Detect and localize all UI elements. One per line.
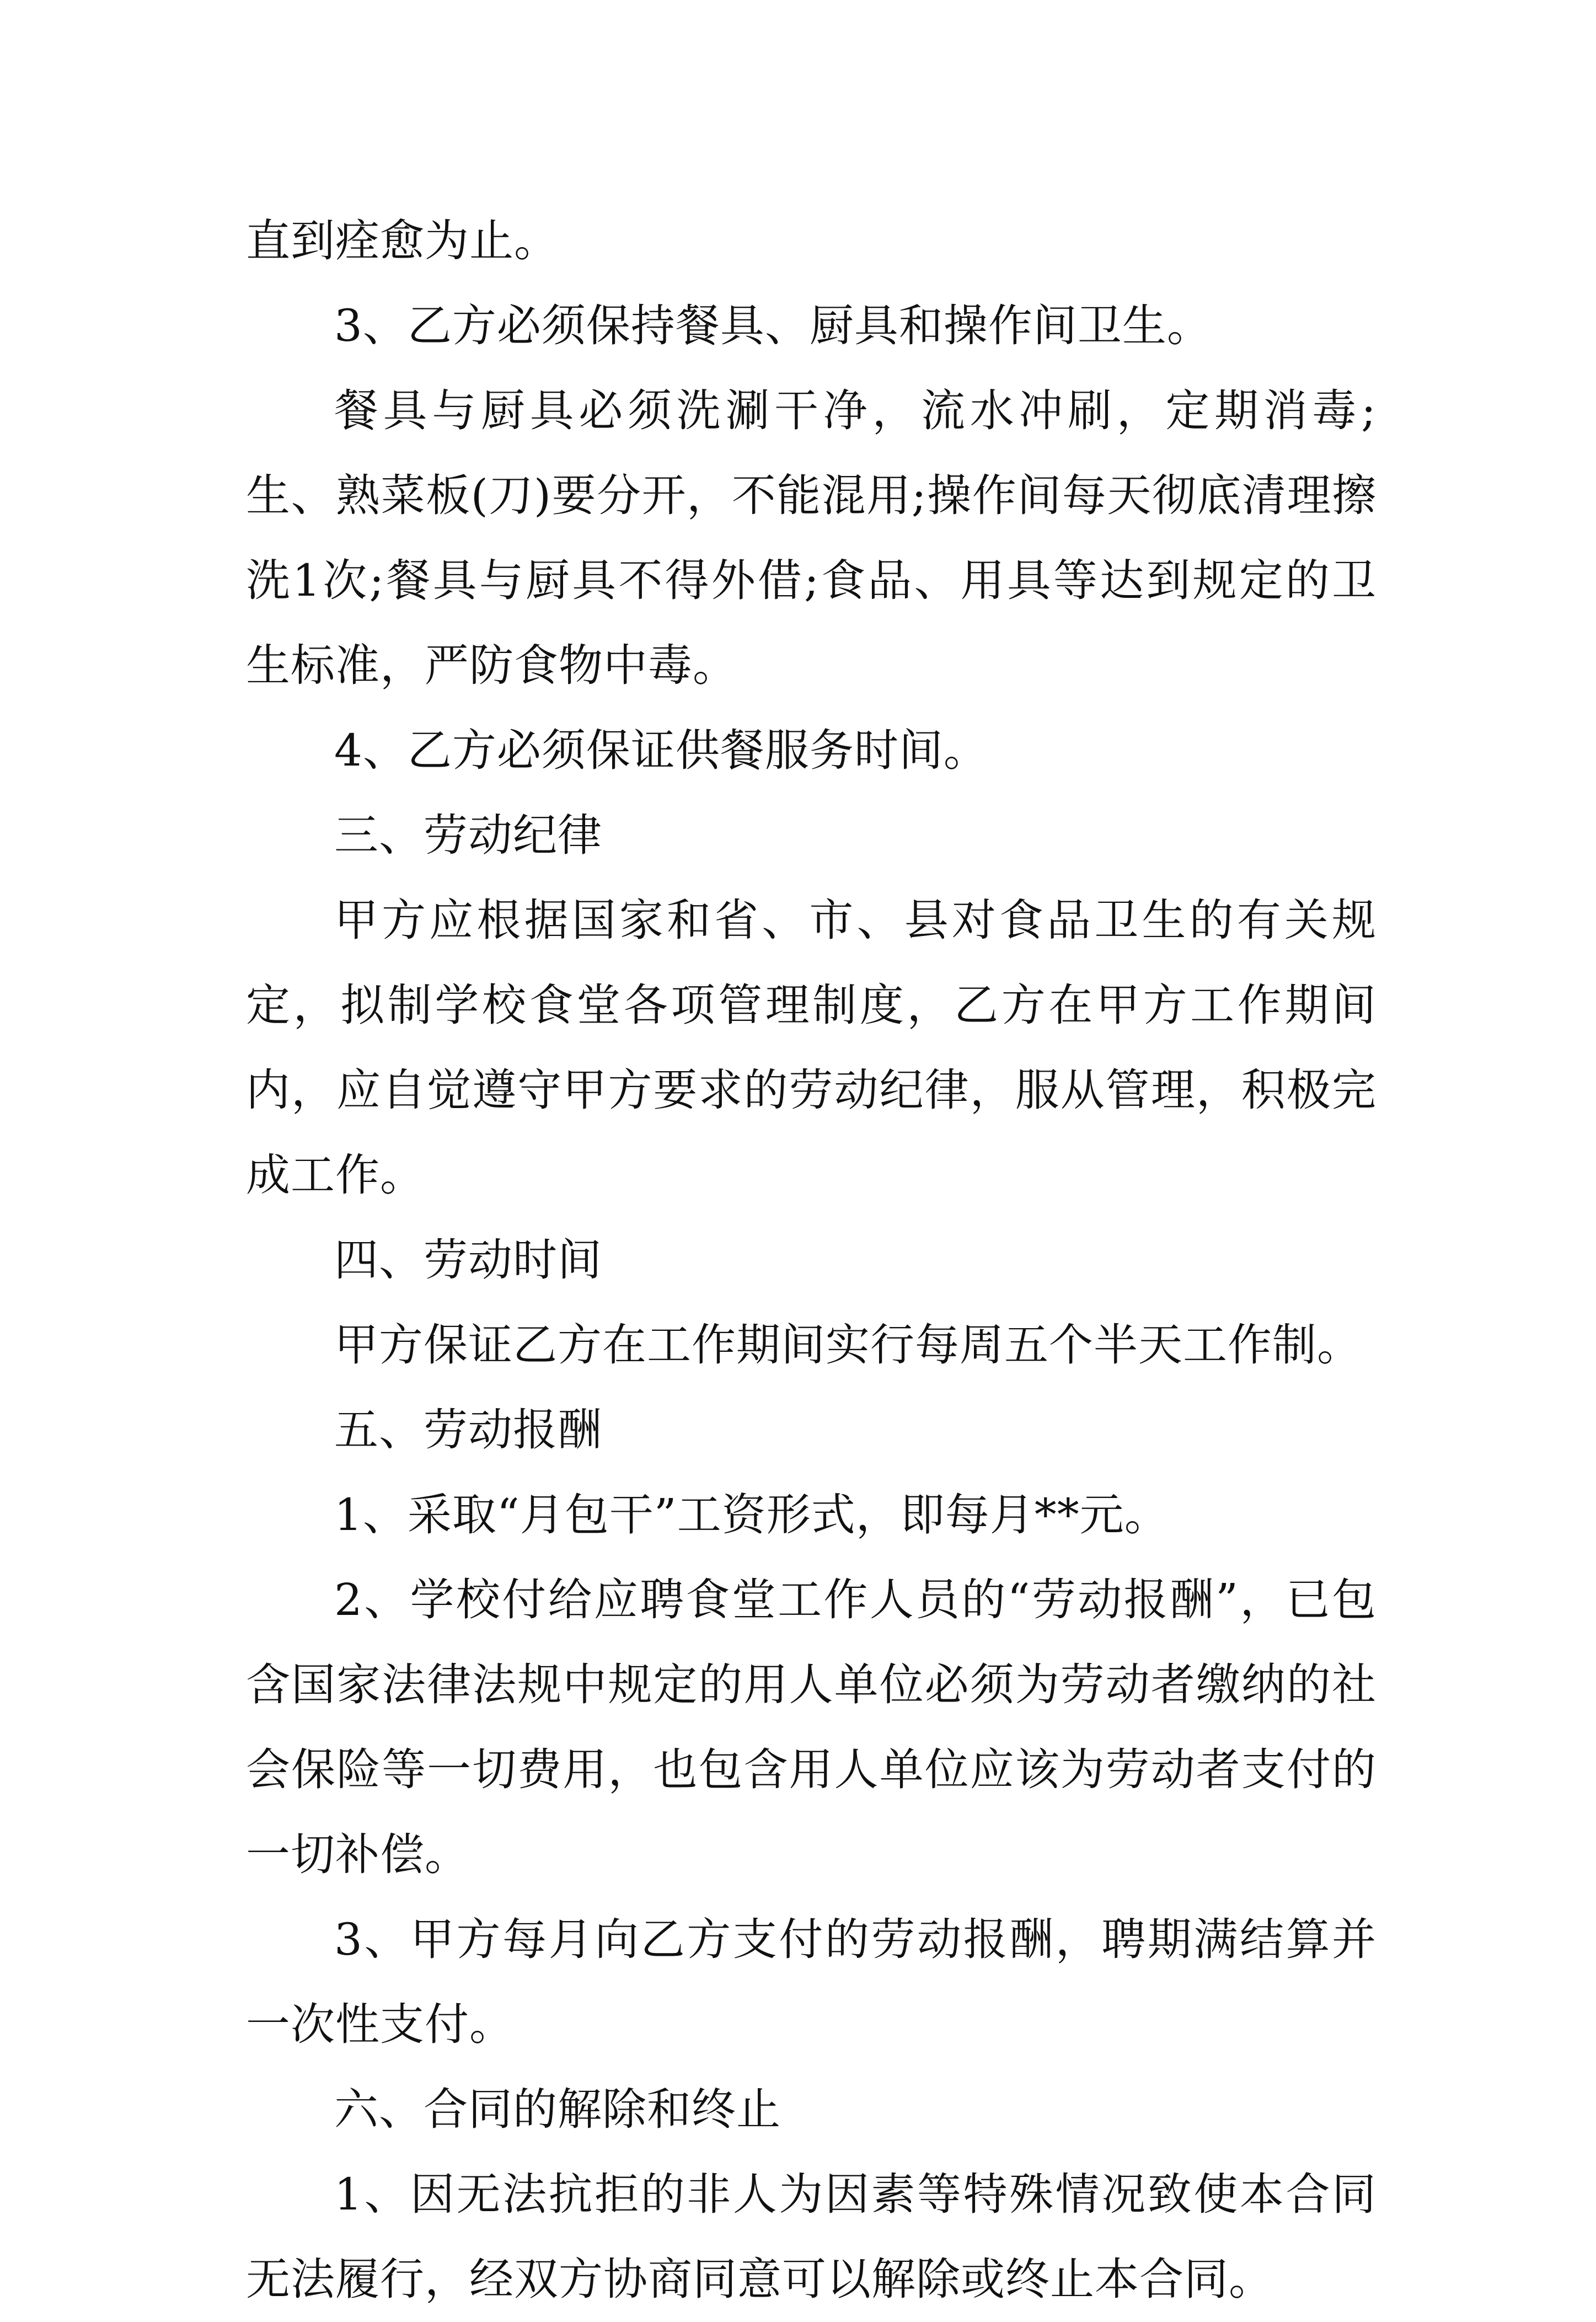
document-body (246, 199, 1377, 2322)
section-heading-termination: 六、合同的解除和终止 (334, 2084, 781, 2135)
paragraph-labor-discipline: 甲方应根据国家和省、市、县对食品卫生的有关规定，拟制学校食堂各项管理制度，乙方在甲方工作期间内，应自觉遵守甲方要求的劳动纪律，服从管理，积极完成工作。 (246, 895, 1377, 1201)
paragraph-termination-1: 1、因无法抗拒的非人为因素等特殊情况致使本合同无法履行，经双方协商同意可以解除或终止本合同。 (246, 2169, 1377, 2305)
paragraph-working-hours: 甲方保证乙方在工作期间实行每周五个半天工作制。 (334, 1319, 1362, 1371)
section-heading-labor-discipline: 三、劳动纪律 (334, 810, 602, 861)
section-heading-working-hours: 四、劳动时间 (334, 1234, 602, 1286)
paragraph-continuation: 直到痊愈为止。 (246, 215, 559, 266)
paragraph-remuneration-3: 3、甲方每月向乙方支付的劳动报酬，聘期满结算并一次性支付。 (246, 1914, 1377, 2050)
paragraph-item-4-service-time: 4、乙方必须保证供餐服务时间。 (334, 725, 988, 776)
paragraph-remuneration-2: 2、学校付给应聘食堂工作人员的“劳动报酬”，已包含国家法律法规中规定的用人单位必须为劳动者缴纳的社会保险等一切费用，也包含用人单位应该为劳动者支付的一切补偿。 (246, 1574, 1377, 1880)
paragraph-hygiene-details: 餐具与厨具必须洗涮干净，流水冲刷，定期消毒;生、熟菜板(刀)要分开，不能混用;操作间每天彻底清理擦洗1次;餐具与厨具不得外借;食品、用具等达到规定的卫生标准，严防食物中毒。 (246, 385, 1377, 691)
paragraph-item-3-hygiene: 3、乙方必须保持餐具、厨具和操作间卫生。 (334, 300, 1212, 351)
paragraph-remuneration-1: 1、采取“月包干”工资形式，即每月**元。 (334, 1489, 1169, 1540)
section-heading-remuneration: 五、劳动报酬 (334, 1404, 602, 1456)
